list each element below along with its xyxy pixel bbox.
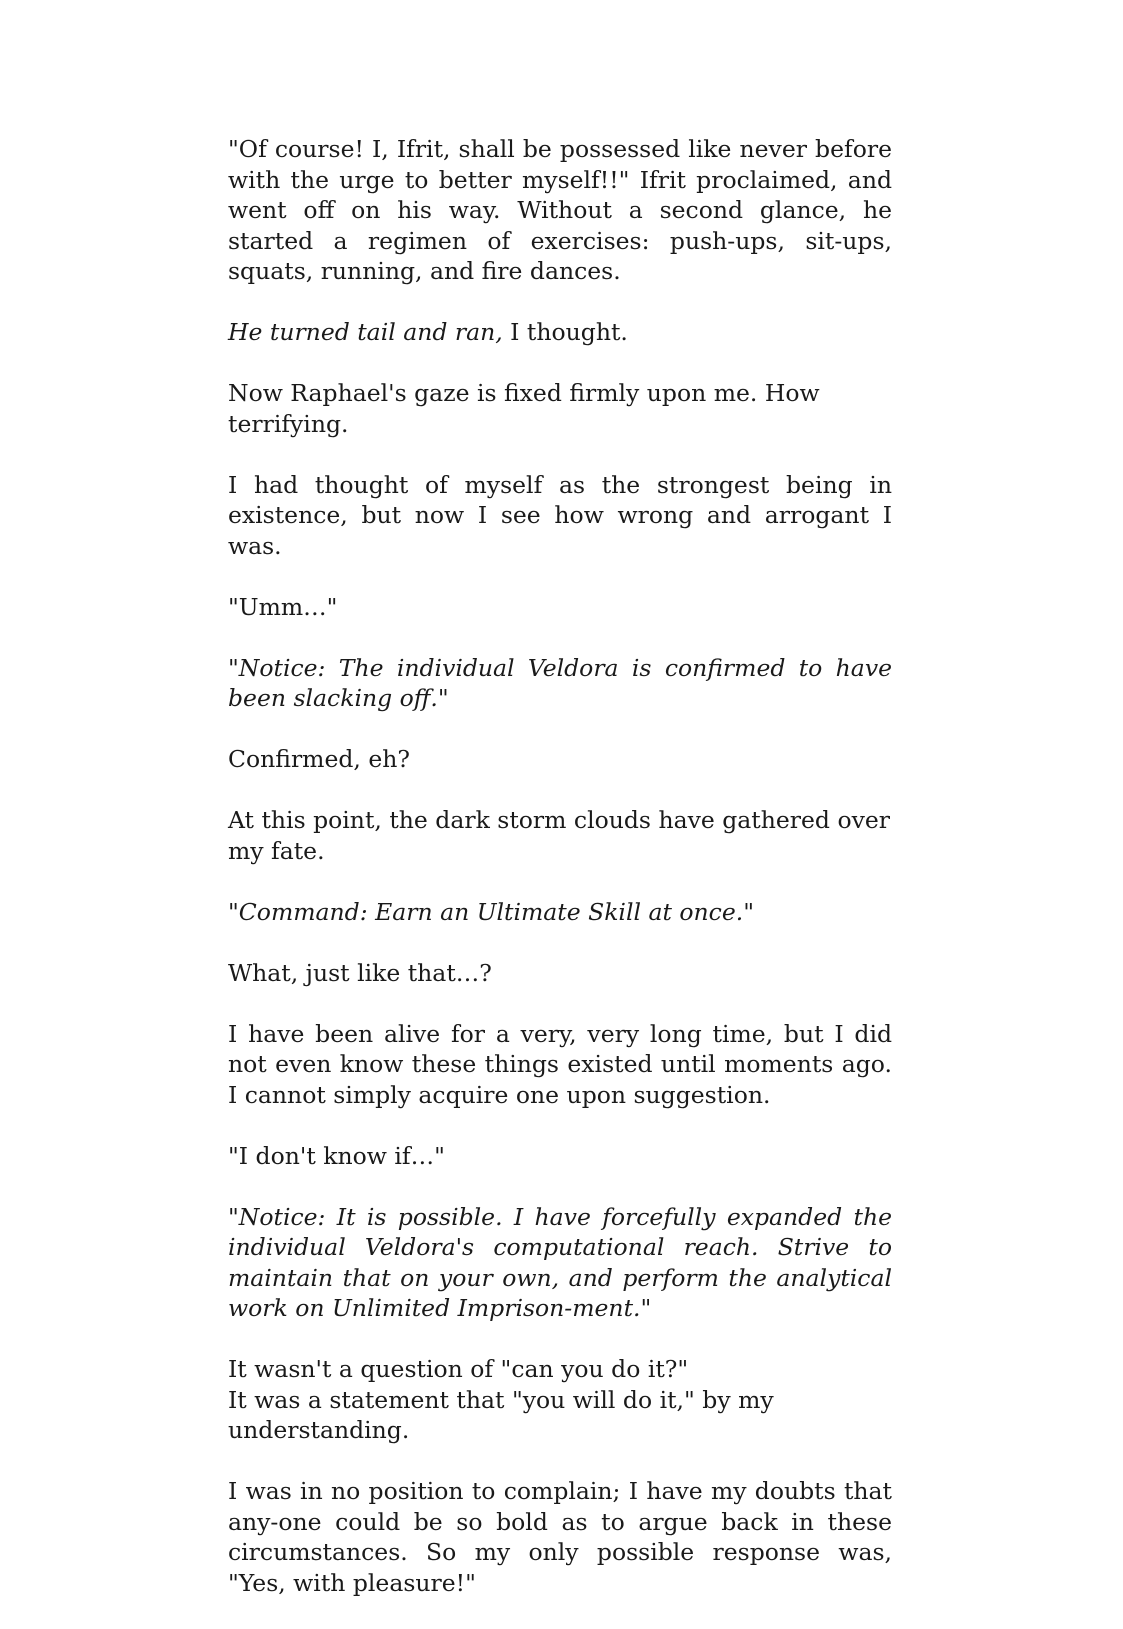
paragraph-alive-long-time: I have been alive for a very, very long time, but I did not even know these things existed until moments ago. I cannot simply acquire one upon suggestion.	[228, 1019, 892, 1109]
paragraph-ifrit-proclaims: "Of course! I, Ifrit, shall be possessed like never before with the urge to better myself!!" Ifrit proclaimed, and went off on his way. Without a second glance, he started a regimen of exercises: push-ups, sit-ups, squats, running, and fire dances.	[228, 135, 892, 285]
page-body	[228, 134, 892, 1629]
paragraph-turned-tail	[228, 317, 892, 348]
notice-it-is-possible: "Notice: It is possible. I have forcefully expanded the individual Veldora's computational reach. Strive to maintain that on your own, and perform the analytical work on Unlimited Imprison-ment."	[228, 1202, 892, 1322]
paragraph-raphael-gaze: Now Raphael's gaze is fixed firmly upon me. How terrifying.	[228, 379, 820, 438]
notice-slacking-off: "Notice: The individual Veldora is confirmed to have been slacking off."	[228, 653, 892, 712]
thought-rest: I thought.	[502, 318, 628, 346]
paragraph-question-statement	[228, 1354, 892, 1446]
command-ultimate-skill: "Command: Earn an Ultimate Skill at once."	[228, 897, 755, 926]
paragraph-umm: "Umm…"	[228, 592, 338, 621]
paragraph-strongest-being: I had thought of myself as the strongest being in existence, but now I see how wrong and arrogant I was.	[228, 470, 892, 560]
paragraph-confirmed: Confirmed, eh?	[228, 745, 410, 773]
question-line: It wasn't a question of "can you do it?"	[228, 1355, 689, 1383]
paragraph-just-like-that: What, just like that…?	[228, 958, 492, 987]
paragraph-dont-know: "I don't know if…"	[228, 1141, 445, 1170]
thought-italic: He turned tail and ran,	[228, 318, 503, 346]
paragraph-storm-clouds: At this point, the dark storm clouds have gathered over my fate.	[228, 806, 891, 865]
statement-line: It was a statement that "you will do it," by my understanding.	[228, 1385, 774, 1444]
paragraph-no-position: I was in no position to complain; I have my doubts that any-one could be so bold as to argue back in these circumstances. So my only possible response was, "Yes, with pleasure!"	[228, 1477, 892, 1597]
